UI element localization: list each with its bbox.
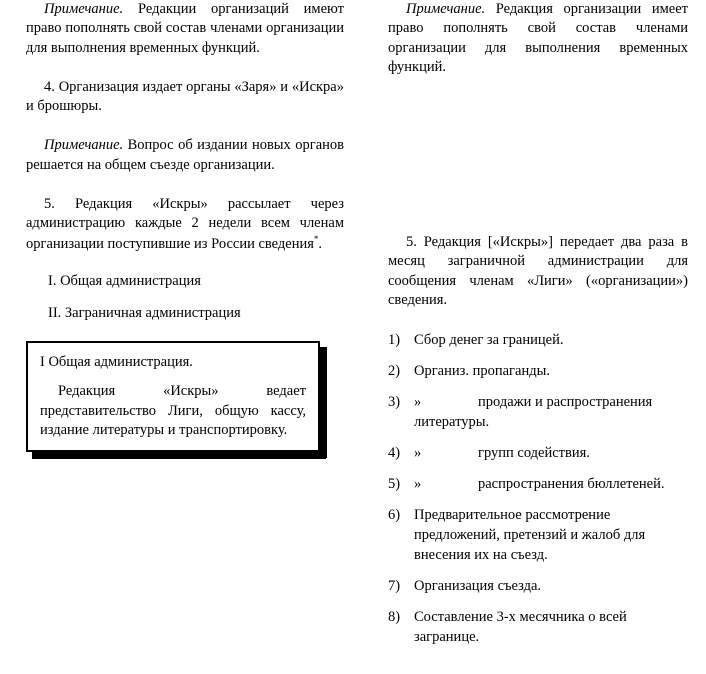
left-column [26, 0, 344, 452]
list-item [388, 474, 688, 494]
box-body: Редакция «Искры» ведает представительство Лиги, общую кассу, издание литературы и транспортировку. [40, 383, 306, 439]
right-item-5: 5. Редакция [«Искры»] передает два раза в месяц заграничной администрации для сообщения членам «Лиги» («организации») сведения. [388, 234, 688, 308]
right-note-1-label: Примечание. [406, 1, 486, 17]
left-note-2-label: Примечание. [44, 137, 124, 154]
list-item-marker: 5) [388, 476, 401, 493]
list-item-ditto: » [414, 445, 422, 462]
box-shadow-right [320, 347, 327, 458]
list-item-text: Предварительное рассмотрение предложений, претензий и жалоб для внесения их на съезд. [414, 507, 646, 564]
list-item-marker: 2) [388, 363, 401, 380]
box-shadow-bottom [32, 452, 326, 459]
list-item-ditto: » [414, 476, 422, 493]
admin-line-2: II. Заграничная администрация [48, 304, 241, 321]
box-content [26, 341, 320, 452]
boxed-block [26, 341, 320, 452]
box-heading: I Общая администрация. [40, 354, 193, 371]
admin-line-1: I. Общая администрация [48, 272, 201, 289]
right-note-1-text: Редакция организации имеет право пополнять свой состав членами организации для выполнения временных функций. [388, 1, 688, 75]
list-item-text: распространения бюллетеней. [478, 476, 665, 493]
list-item-marker: 1) [388, 332, 401, 349]
list-item [388, 330, 688, 350]
list-item-marker: 3) [388, 394, 401, 411]
list-item [388, 361, 688, 381]
right-note-1 [388, 0, 688, 77]
numbered-list [388, 330, 688, 647]
list-item-ditto: » [414, 394, 422, 411]
left-note-2 [26, 136, 344, 175]
list-item-text: групп содействия. [478, 445, 590, 462]
list-item-marker: 7) [388, 578, 401, 595]
footnote-marker: * [313, 233, 319, 244]
left-item-5-text: 5. Редакция «Искры» рассылает через администрацию каждые 2 недели всем членам организации поступившие из России сведения [26, 195, 344, 252]
list-item-marker: 8) [388, 609, 401, 626]
left-note-1-text: Редакции организаций имеют право пополнять свой состав членами организации для выполнения временных функций. [26, 1, 344, 56]
left-item-4: 4. Организация издает органы «Заря» и «Искра» и брошюры. [26, 78, 344, 115]
list-item [388, 607, 688, 647]
list-item-marker: 4) [388, 445, 401, 462]
list-item [388, 576, 688, 596]
list-item-marker: 6) [388, 507, 401, 524]
list-item-text: продажи и распространения литературы. [414, 394, 653, 431]
list-item-text: Организ. пропаганды. [414, 363, 550, 380]
list-item-text: Организация съезда. [414, 578, 542, 595]
left-item-5 [26, 195, 344, 254]
right-column [388, 0, 688, 658]
left-item-5-end: . [318, 235, 323, 252]
list-item [388, 392, 688, 432]
list-item-text: Сбор денег за границей. [414, 332, 564, 349]
administration-list [26, 272, 344, 324]
list-item-text: Составление 3-х месячника о всей загранице. [414, 609, 627, 646]
list-item [388, 443, 688, 463]
left-note-1-label: Примечание. [44, 1, 124, 17]
left-note-1 [26, 0, 344, 58]
list-item [388, 505, 688, 565]
left-note-2-text: Вопрос об издании новых органов решается на общем съезде организации. [26, 137, 344, 173]
